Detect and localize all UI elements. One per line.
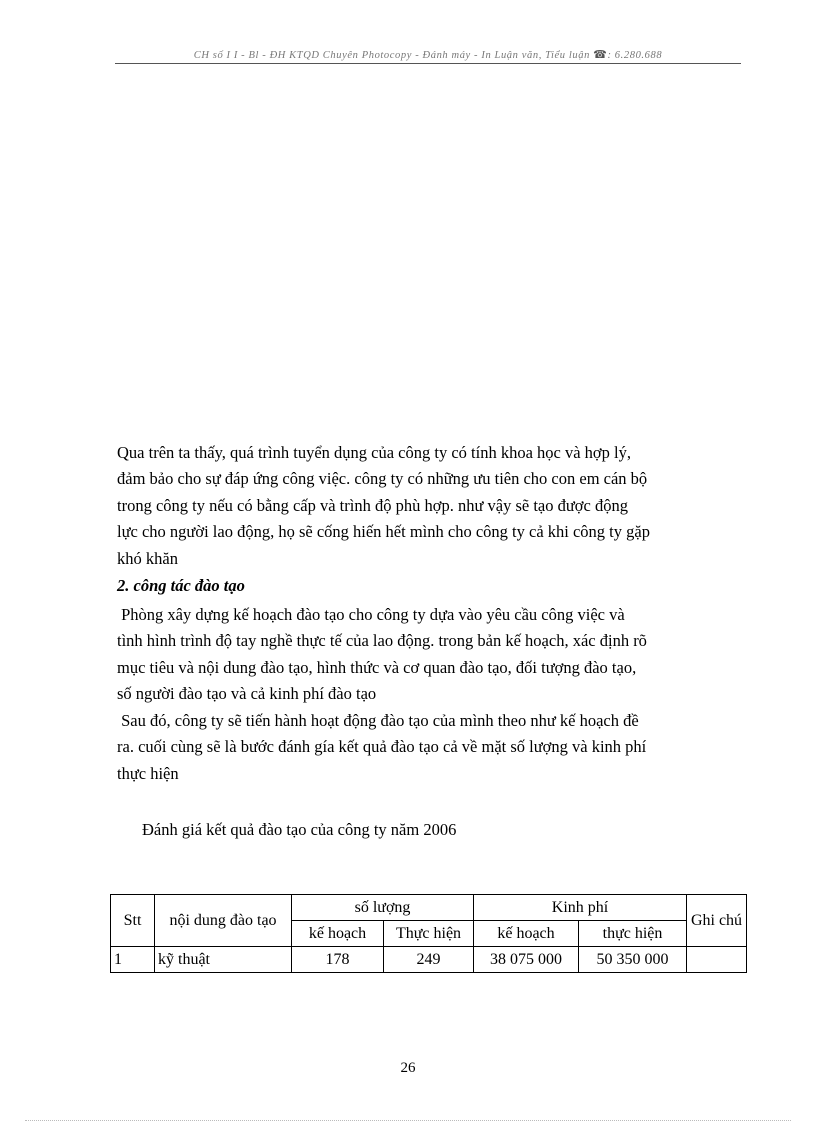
table-caption: Đánh giá kết quả đào tạo của công ty năm 2006 (142, 820, 457, 839)
paragraph-training-plan (117, 602, 740, 708)
header-phone: : 6.280.688 (607, 50, 663, 61)
table-header-row (111, 895, 747, 921)
header-quantity-group: số lượng (292, 895, 474, 921)
cell-content: kỹ thuật (155, 947, 292, 973)
phone-icon: ☎ (593, 49, 608, 61)
cell-note (687, 947, 747, 973)
cell-qty-actual: 249 (384, 947, 474, 973)
page-header (115, 47, 741, 64)
header-cost-plan: kế hoạch (474, 921, 579, 947)
header-note: Ghi chú (687, 895, 747, 947)
header-text: CH số I I - Bl - ĐH KTQD Chuyên Photocopy - Đánh máy - In Luận văn, Tiểu luận (193, 50, 590, 61)
cell-stt: 1 (111, 947, 155, 973)
paragraph-line: khó khăn (117, 548, 178, 568)
paragraph-line: lực cho người lao động, họ sẽ cống hiến hết mình cho công ty cả khi công ty gặp (117, 522, 650, 542)
paragraph-line: tình hình trình độ tay nghề thực tế của lao động. trong bản kế hoạch, xác định rõ (117, 631, 647, 651)
cell-qty-plan: 178 (292, 947, 384, 973)
header-quantity-actual: Thực hiện (384, 921, 474, 947)
paragraph-line: thực hiện (117, 763, 179, 783)
paragraph-line: Phòng xây dựng kế hoạch đào tạo cho công ty dựa vào yêu cầu công việc và (117, 605, 625, 624)
header-cost-actual: thực hiện (579, 921, 687, 947)
section-heading: 2. công tác đào tạo (117, 576, 245, 595)
header-cost-group: Kinh phí (474, 895, 687, 921)
paragraph-line: mục tiêu và nội dung đào tạo, hình thức và cơ quan đào tạo, đối tượng đào tạo, (117, 657, 637, 677)
header-quantity-plan: kế hoạch (292, 921, 384, 947)
paragraph-line: Qua trên ta thấy, quá trình tuyển dụng của công ty có tính khoa học và hợp lý, (117, 443, 631, 462)
table-row (111, 947, 747, 973)
header-content: nội dung đào tạo (155, 895, 292, 947)
page-number: 26 (400, 1060, 416, 1076)
training-results-table (110, 894, 747, 973)
cell-cost-actual: 50 350 000 (579, 947, 687, 973)
cell-cost-plan: 38 075 000 (474, 947, 579, 973)
paragraph-line: trong công ty nếu có bằng cấp và trình độ phù hợp. như vậy sẽ tạo được động (117, 495, 628, 515)
paragraph-line: ra. cuối cùng sẽ là bước đánh gía kết quả đào tạo cả về mặt số lượng và kinh phí (117, 737, 647, 757)
footer-divider (25, 1120, 791, 1121)
paragraph-line: số người đào tạo và cả kinh phí đào tạo (117, 684, 377, 704)
paragraph-line: đảm bảo cho sự đáp ứng công việc. công ty có những ưu tiên cho con em cán bộ (117, 469, 648, 489)
paragraph-line: Sau đó, công ty sẽ tiến hành hoạt động đào tạo của mình theo như kế hoạch đề (117, 711, 639, 730)
paragraph-recruitment-summary (117, 440, 740, 572)
paragraph-training-evaluation (117, 708, 740, 787)
header-stt: Stt (111, 895, 155, 947)
